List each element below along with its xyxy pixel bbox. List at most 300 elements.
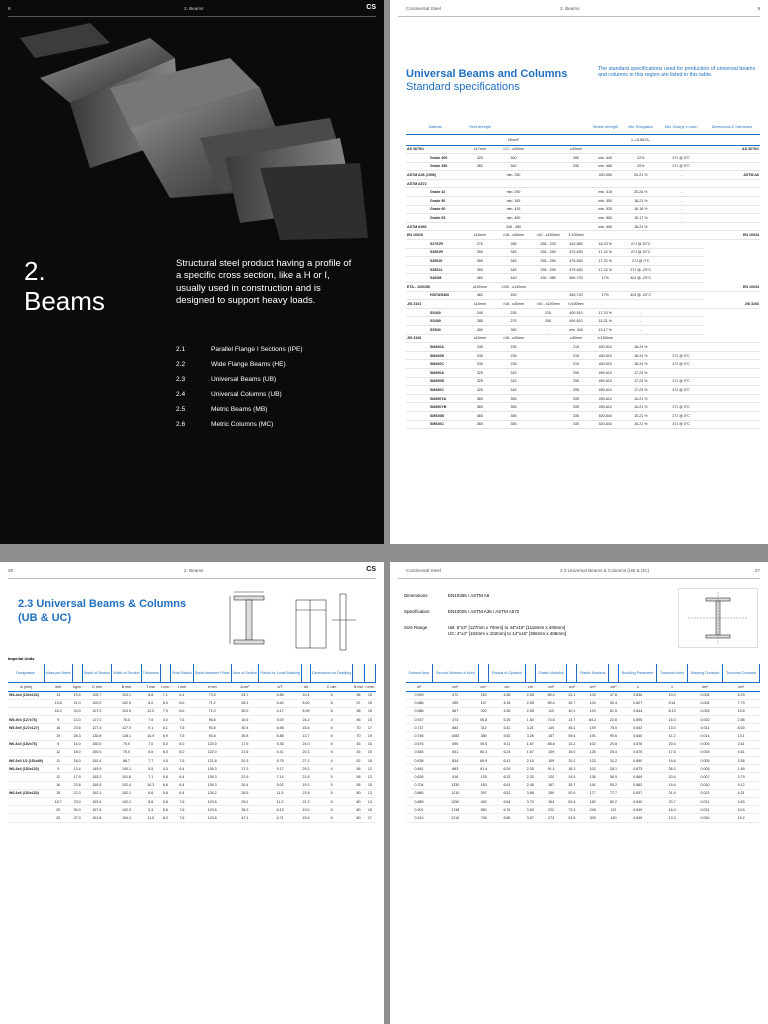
table-cell: 52.6	[567, 797, 577, 805]
table-cell: 455	[432, 699, 479, 707]
table-cell: 7.6	[141, 716, 160, 724]
table-row	[406, 707, 760, 715]
table-cell: 335 - 295	[531, 248, 564, 257]
table-cell: 109	[535, 748, 567, 756]
table-cell: 5	[311, 724, 353, 732]
table-cell	[704, 351, 760, 360]
toc-item[interactable]: 2.5 Metric Beams (MB)	[176, 406, 268, 413]
table-cell: 15-21 %	[623, 420, 658, 429]
table-cell: 37.0	[72, 814, 82, 822]
table-cell: 75.0	[112, 740, 141, 748]
section-label: 2. Beams	[184, 6, 204, 11]
toc-item[interactable]: 2.2 Wide Flange Beams (HE)	[176, 361, 286, 368]
table-cell: 52	[353, 757, 365, 765]
table-cell: 215	[565, 343, 588, 352]
table-cell	[565, 179, 588, 188]
table-cell: Torsional Index	[657, 664, 687, 682]
table-cell: 325	[464, 368, 495, 377]
table-cell: 8.99	[302, 707, 311, 715]
table-cell	[464, 214, 495, 223]
table-cell: 0.869	[618, 773, 656, 781]
table-cell: 360	[464, 162, 495, 171]
table-cell: 164	[535, 797, 567, 805]
table-cell: 12	[44, 773, 72, 781]
table-cell: 127.3	[82, 724, 112, 732]
table-cell: 5.52	[489, 732, 526, 740]
table-cell: 6.29	[489, 765, 526, 773]
table-cell: 15-21 %	[587, 317, 623, 326]
table-cell: 0.576	[406, 740, 432, 748]
table-cell: 24.5	[567, 773, 577, 781]
table-cell: 19	[44, 732, 72, 740]
table-cell: 0.588	[406, 707, 432, 715]
table-cell: JIS 3101	[406, 300, 464, 309]
table-cell: 20.4	[657, 773, 687, 781]
chapter-title: Beams	[24, 286, 105, 316]
table-cell	[658, 257, 704, 266]
table-cell: 140	[608, 814, 618, 822]
table-cell: 8.8	[141, 691, 160, 699]
table-cell: 15-21 %	[623, 411, 658, 420]
table-cell: 0.681	[406, 765, 432, 773]
table-cell: 8.0	[170, 748, 193, 756]
page-subtitle: Standard specifications	[406, 81, 520, 93]
table-cell: 18.0	[72, 748, 82, 756]
table-cell: 15	[364, 740, 375, 748]
table-cell: 19.2	[723, 814, 760, 822]
table-cell: 126.2	[193, 789, 231, 797]
table-cell: in (mm)	[8, 682, 44, 691]
table-cell: 540-720	[565, 291, 588, 300]
page-title: Universal Beams and Columns	[406, 68, 568, 80]
table-cell: 28.5	[231, 789, 259, 797]
table-cell: 6.61	[489, 781, 526, 789]
table-cell: 8.90	[302, 699, 311, 707]
table-cell: 91.1	[535, 765, 567, 773]
table-cell: SS540	[406, 325, 464, 334]
table-row	[406, 291, 760, 300]
table-cell: 255 - 225	[531, 240, 564, 249]
table-cell: 6.4	[170, 789, 193, 797]
table-cell: 38.3	[231, 806, 259, 814]
table-cell: 7.6	[170, 757, 193, 765]
table-cell: 365	[464, 411, 495, 420]
table-cell: 15-21 %	[623, 403, 658, 412]
table-cell	[565, 214, 588, 223]
table-row	[406, 394, 760, 403]
table-row	[406, 317, 760, 326]
page-number: 8	[8, 6, 11, 11]
table-cell	[704, 334, 760, 343]
table-cell: 0.890	[618, 757, 656, 765]
table-cell: 18-21 %	[623, 222, 658, 231]
table-cell	[479, 664, 489, 682]
table-cell: 0.913	[406, 814, 432, 822]
table-cell: 0.844	[618, 707, 656, 715]
table-cell: 13-17 %	[587, 325, 623, 334]
toc-item[interactable]: 2.4 Universal Columns (UB)	[176, 391, 282, 398]
table-cell: 10.0	[657, 691, 687, 699]
table-cell: 315	[496, 386, 532, 395]
table-cell	[565, 222, 588, 231]
table-cell: 128.1	[112, 732, 141, 740]
table-cell: 7.6	[170, 814, 193, 822]
table-cell: 16.3	[657, 716, 687, 724]
table-cell: ASTM A6	[704, 171, 760, 180]
table-cell: SM520B	[406, 411, 464, 420]
table-cell: 102.0	[82, 699, 112, 707]
table-cell: 75.0	[608, 724, 618, 732]
table-cell	[704, 394, 760, 403]
table-cell: 490-610	[587, 377, 623, 386]
table-cell: min. 550	[587, 214, 623, 223]
table-cell: 300	[496, 154, 532, 163]
table-cell: 4.38	[489, 691, 526, 699]
table-cell: 2.55	[525, 707, 535, 715]
table-cell: 16.0	[567, 748, 577, 756]
table-cell: 19.4	[72, 691, 82, 699]
table-cell: 5.86	[259, 691, 302, 699]
table-cell: cm³	[577, 682, 609, 691]
table-cell: 400-510	[587, 351, 623, 360]
table-cell	[704, 343, 760, 352]
table-cell: 46	[353, 716, 365, 724]
table-cell: 123	[577, 757, 609, 765]
table-cell: 31.1	[567, 691, 577, 699]
table-cell: 120.0	[193, 740, 231, 748]
table-cell	[8, 781, 44, 789]
table-cell: 245	[464, 351, 495, 360]
table-cell: 17.9	[231, 740, 259, 748]
table-cell: 3.25	[525, 732, 535, 740]
table-cell	[658, 265, 704, 274]
table-cell: 4.83	[723, 797, 760, 805]
table-cell: 167	[535, 781, 567, 789]
table-cell: 18-21 %	[623, 197, 658, 206]
table-cell: 275	[464, 240, 495, 249]
table-cell: 325	[464, 386, 495, 395]
table-cell: 27J @ 20°C	[623, 240, 658, 249]
table-header	[406, 120, 760, 134]
table-cell: 6.98	[259, 724, 302, 732]
table-cell: 110	[535, 707, 567, 715]
table-cell: 47J @ 0°C	[658, 386, 704, 395]
table-cell	[364, 664, 375, 682]
table-cell: 112	[608, 806, 618, 814]
table-row	[8, 716, 376, 724]
units-label: Imperial Units	[8, 656, 35, 661]
table-cell: 6.6	[141, 789, 160, 797]
table-cell	[704, 377, 760, 386]
table-cell: cm⁴	[432, 682, 479, 691]
table-cell	[587, 134, 623, 145]
table-cell	[531, 134, 564, 145]
table-cell: 8.5	[141, 748, 160, 756]
table-cell: Ratios for Local Buckling	[259, 664, 302, 682]
table-cell	[160, 664, 170, 682]
table-cell: 17-22 %	[587, 248, 623, 257]
table-row	[406, 154, 760, 163]
table-cell: 5	[311, 748, 353, 756]
table-row	[8, 740, 376, 748]
table-cell: 47J @ 0°C	[658, 420, 704, 429]
table-cell: 120	[535, 773, 567, 781]
intro-note: The standard specifications used for production of universal beams and columns in this region are listed in this table.	[598, 66, 756, 79]
table-cell: 6	[311, 707, 353, 715]
table-cell: 1.67	[525, 740, 535, 748]
table-units-row	[8, 682, 376, 691]
table-cell: 312	[479, 724, 489, 732]
table-row	[406, 360, 760, 369]
table-cell: 6.6	[160, 781, 170, 789]
table-row	[406, 205, 760, 214]
table-cell: 16.3	[44, 707, 72, 715]
table-cell: 355	[464, 248, 495, 257]
table-cell: 6.4	[170, 781, 193, 789]
table-cell: SM490C	[406, 386, 464, 395]
table-cell: 315	[496, 368, 532, 377]
table-cell: 11.5	[259, 789, 302, 797]
table-cell: 90.6	[608, 732, 618, 740]
table-row	[8, 699, 376, 707]
table-row	[8, 748, 376, 756]
table-cell: 13	[44, 691, 72, 699]
table-cell: cm³	[608, 682, 618, 691]
table-row	[406, 403, 760, 412]
table-cell: 5.00	[259, 716, 302, 724]
table-cell: 22.3	[72, 789, 82, 797]
table-cell: 104	[577, 699, 609, 707]
table-cell: cm⁴	[479, 682, 489, 691]
table-cell: 0.021	[687, 789, 722, 797]
table-cell: t>100mm	[587, 334, 623, 343]
table-cell: 12	[364, 765, 375, 773]
table-cell: 6.51	[489, 789, 526, 797]
table-cell: EN 10034	[704, 231, 760, 240]
table-cell: 80.2	[608, 797, 618, 805]
table-cell: Grade 350	[406, 162, 464, 171]
table-cell: min. 290	[496, 188, 532, 197]
table-cell: 567	[432, 707, 479, 715]
table-cell: 18-23 %	[587, 240, 623, 249]
table-cell: 27J @ 0°C	[623, 257, 658, 266]
table-cell: 88.8	[535, 740, 567, 748]
table-cell: W6-6x6 (152x152)	[8, 789, 44, 797]
table-cell: 0.010	[687, 781, 722, 789]
table-row	[406, 145, 760, 154]
table-cell: -	[658, 214, 704, 223]
table-cell: 0.849	[618, 806, 656, 814]
table-row	[406, 386, 760, 395]
table-cell: 0.836	[618, 691, 656, 699]
table-cell: S355J0	[406, 257, 464, 266]
table-cell: N mm	[353, 682, 365, 691]
table-cell: 27J @ 0°C	[658, 351, 704, 360]
section-label: 2. Beams	[560, 6, 580, 11]
table-cell: 126.3	[193, 765, 231, 773]
table-cell: 0.840	[618, 797, 656, 805]
table-cell: 5.8	[160, 789, 170, 797]
table-cell: 400-550	[587, 171, 623, 180]
table-cell: 5.36	[259, 740, 302, 748]
table-cell: 27J @ 0°C	[658, 403, 704, 412]
table-cell: 400	[479, 797, 489, 805]
table-cell: 26.2	[657, 765, 687, 773]
table-cell: dm⁶	[687, 682, 722, 691]
page-number: 26	[8, 568, 14, 573]
table-cell: 320	[464, 154, 495, 163]
table-cell: 12	[44, 748, 72, 756]
table-cell: 1.67	[525, 748, 535, 756]
table-cell: 6.71	[259, 814, 302, 822]
table-cell: 6.8	[141, 797, 160, 805]
table-cell: 215	[531, 308, 564, 317]
table-cell: Grade 50	[406, 197, 464, 206]
table-cell: 152.1	[112, 789, 141, 797]
table-cell	[658, 145, 704, 154]
table-cell	[658, 343, 704, 352]
table-row	[406, 806, 760, 814]
table-cell: 30.9	[231, 707, 259, 715]
table-cell: 136	[577, 773, 609, 781]
table-cell: 14.7	[567, 716, 577, 724]
table-cell: 19.0	[302, 806, 311, 814]
table-cell: 295	[565, 386, 588, 395]
table-cell: 24.2	[302, 716, 311, 724]
table-cell: 365	[464, 394, 495, 403]
table-cell: 560	[479, 806, 489, 814]
table-cell: ≥40mm	[565, 334, 588, 343]
table-cell	[587, 300, 623, 309]
table-row	[406, 308, 760, 317]
table-cell: 0.004	[687, 691, 722, 699]
axis-diagram	[678, 588, 758, 648]
table-cell: 80	[353, 806, 365, 814]
table-cell: 9.12	[723, 781, 760, 789]
table-cell: 0.040	[687, 814, 722, 822]
table-cell: 73.5	[193, 691, 231, 699]
toc-item[interactable]: 2.1 Parallel Flange I Sections (IPE)	[176, 346, 303, 353]
table-cell: 88.7	[112, 757, 141, 765]
table-cell: 18-24 %	[623, 343, 658, 352]
table-row	[8, 806, 376, 814]
table-row	[406, 214, 760, 223]
table-cell: 59.4	[567, 732, 577, 740]
table-cell: 6.24	[489, 748, 526, 756]
table-row	[406, 757, 760, 765]
table-row	[406, 257, 760, 266]
table-cell: 15	[364, 781, 375, 789]
table-cell: 40.1	[567, 707, 577, 715]
table-cell: 5.42	[489, 724, 526, 732]
table-cell: 13.8	[44, 699, 72, 707]
section-label: 2. Beams	[184, 568, 204, 573]
table-cell: 490-610	[565, 317, 588, 326]
table-cell: 355	[496, 403, 532, 412]
table-cell: 55.2	[608, 781, 618, 789]
table-cell: 22%	[623, 154, 658, 163]
table-cell: 16.0	[72, 757, 82, 765]
table-cell	[531, 394, 564, 403]
table-cell: 32.7	[567, 699, 577, 707]
table-cell	[531, 351, 564, 360]
table-cell: 6.0	[170, 707, 193, 715]
table-cell	[531, 377, 564, 386]
table-cell: SM490YA	[406, 394, 464, 403]
table-cell: Grade 42	[406, 188, 464, 197]
table-cell	[72, 664, 82, 682]
table-cell: 38.0	[608, 773, 618, 781]
table-cell: Warping Constant	[687, 664, 722, 682]
table-cell: 6.54	[489, 797, 526, 805]
logo: CS	[366, 566, 376, 573]
table-cell: 295	[565, 368, 588, 377]
table-cell: 58	[353, 781, 365, 789]
table-cell: 102	[577, 740, 609, 748]
table-cell	[587, 179, 623, 188]
table-cell: 10.4	[302, 691, 311, 699]
table-cell: 335 - 295	[531, 265, 564, 274]
toc-item[interactable]: 2.6 Metric Columns (MC)	[176, 421, 274, 428]
table-cell: 13.7	[302, 732, 311, 740]
table-cell: W6-6x3 (152x76)	[8, 740, 44, 748]
table-cell: 3.68	[525, 789, 535, 797]
table-cell: HISTAR460	[406, 291, 464, 300]
table-cell: 147	[479, 699, 489, 707]
table-cell: 27.1	[302, 757, 311, 765]
table-cell: 430 - 385	[531, 274, 564, 283]
table-cell	[531, 334, 564, 343]
table-cell	[531, 179, 564, 188]
table-cell: 1330	[432, 781, 479, 789]
table-cell: -	[658, 171, 704, 180]
table-cell: Width of Section	[112, 664, 141, 682]
table-cell: 102.0	[112, 699, 141, 707]
table-cell: A cm²	[231, 682, 259, 691]
table-cell: 129	[577, 707, 609, 715]
table-row	[406, 420, 760, 429]
table-cell: lb/ft	[44, 682, 72, 691]
table-cell: 152.4	[82, 757, 112, 765]
table-cell: 14.0	[72, 740, 82, 748]
table-cell: -	[623, 317, 658, 326]
table-cell: 0.005	[687, 707, 722, 715]
table-cell: JIS 3192	[704, 300, 760, 309]
table-cell	[531, 420, 564, 429]
table-cell: 21.8	[302, 789, 311, 797]
table-row	[406, 179, 760, 188]
table-cell: 58	[353, 773, 365, 781]
table-cell: 490-610	[587, 386, 623, 395]
table-cell: 0.737	[406, 724, 432, 732]
table-cell: 0.003	[687, 748, 722, 756]
table-cell	[608, 664, 618, 682]
table-cell: W6-6x4 (152x102)	[8, 765, 44, 773]
toc-item[interactable]: 2.3 Universal Beams (UB)	[176, 376, 277, 383]
table-header	[8, 664, 376, 682]
table-cell: 152.4	[82, 797, 112, 805]
table-row	[8, 773, 376, 781]
table-cell: SM490A	[406, 368, 464, 377]
table-cell: 18-24 %	[623, 360, 658, 369]
table-cell: 52.9	[567, 789, 577, 797]
table-cell: SM490YB	[406, 403, 464, 412]
table-cell: 89.4	[535, 699, 567, 707]
table-cell: 460	[464, 291, 495, 300]
table-cell: 161.8	[82, 814, 112, 822]
table-cell: 17	[364, 814, 375, 822]
table-cell: 30.4	[231, 724, 259, 732]
